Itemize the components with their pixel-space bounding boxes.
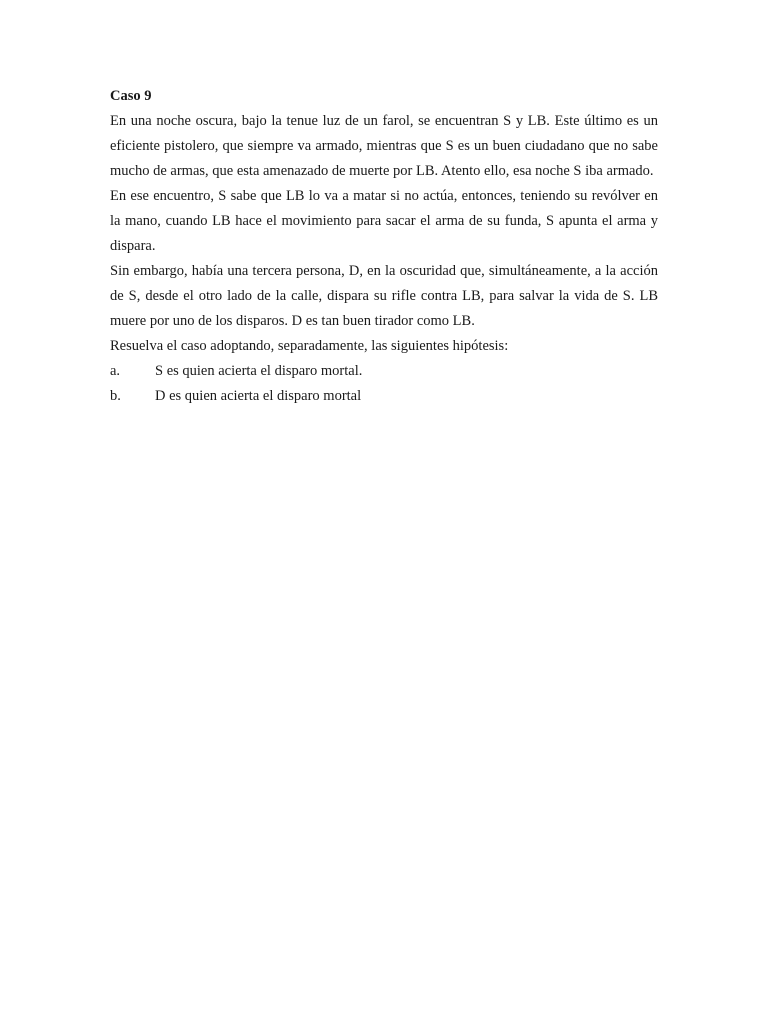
case-title: Caso 9 xyxy=(110,88,152,104)
hypothesis-item-a xyxy=(110,359,658,384)
paragraph-third-person: Sin embargo, había una tercera persona, D, en la oscuridad que, simultáneamente, a la acción de S, desde el otro lado de la calle, dispara su rifle contra LB, para salvar la vida de S. LB muere por uno de los disparos. D es tan buen tirador como LB. xyxy=(110,263,658,329)
paragraph-action: En ese encuentro, S sabe que LB lo va a matar si no actúa, entonces, teniendo su revólver en la mano, cuando LB hace el movimiento para sacar el arma de su funda, S apunta el arma y dispara. xyxy=(110,188,658,254)
list-item-text: D es quien acierta el disparo mortal xyxy=(155,388,362,404)
hypothesis-item-b xyxy=(110,384,658,409)
paragraph-encounter: En una noche oscura, bajo la tenue luz de un farol, se encuentran S y LB. Este último es un eficiente pistolero, que siempre va armado, mientras que S es un buen ciudadano que no sabe mucho de armas, que esta amenazado de muerte por LB. Atento ello, esa noche S iba armado. xyxy=(110,113,658,179)
paragraph-instruction: Resuelva el caso adoptando, separadamente, las siguientes hipótesis: xyxy=(110,338,509,354)
document-page xyxy=(110,84,658,409)
list-marker: a. xyxy=(110,363,121,379)
list-item-text: S es quien acierta el disparo mortal. xyxy=(155,363,363,379)
list-marker: b. xyxy=(110,388,121,404)
